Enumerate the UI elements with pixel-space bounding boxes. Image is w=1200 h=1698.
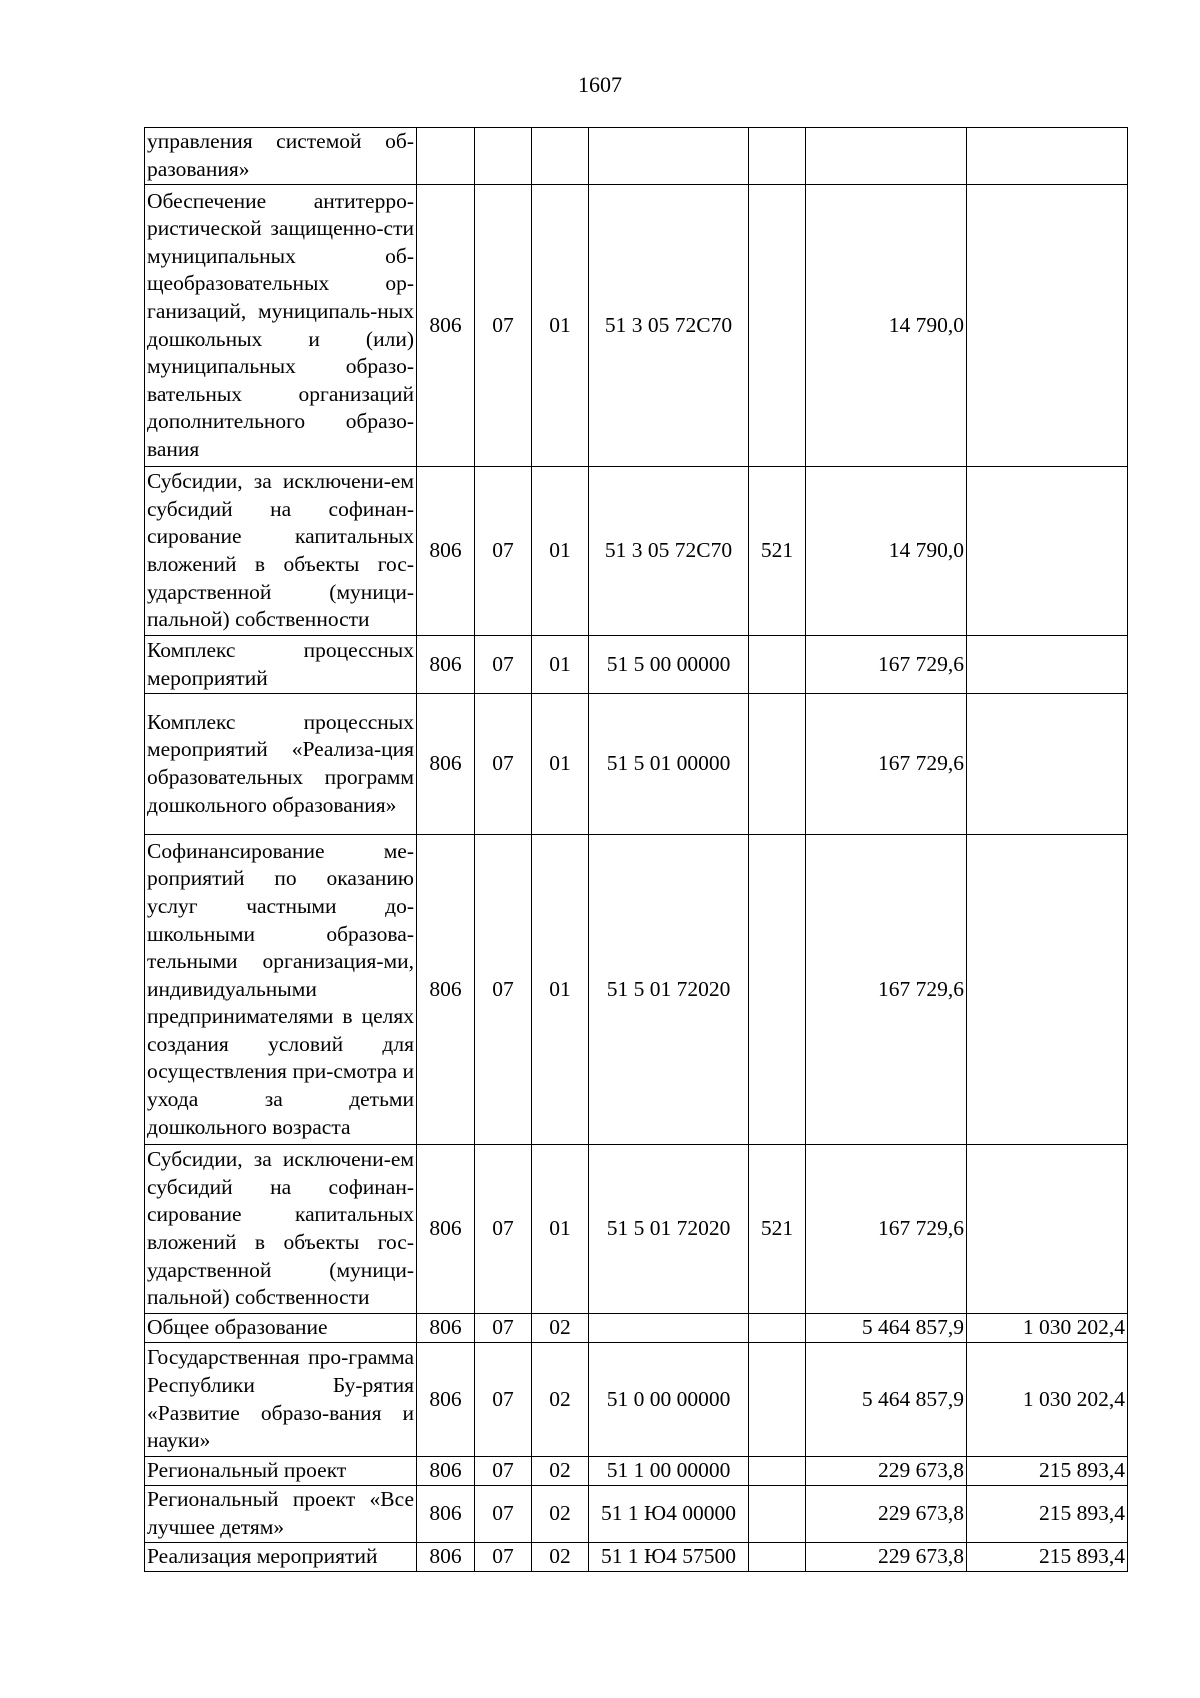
table-row	[145, 185, 1128, 467]
ministry-code	[417, 128, 475, 185]
target-article-code: 51 5 01 00000	[589, 694, 749, 835]
ministry-code: 806	[417, 467, 475, 636]
target-article-code: 51 5 01 72020	[589, 1145, 749, 1314]
amount-value	[806, 128, 967, 185]
amount-federal-value: 1 030 202,4	[967, 1314, 1128, 1343]
amount-value: 14 790,0	[806, 185, 967, 467]
table-row	[145, 467, 1128, 636]
subsection-code	[532, 128, 589, 185]
table-row	[145, 835, 1128, 1145]
amount-federal-value	[967, 128, 1128, 185]
ministry-code: 806	[417, 1145, 475, 1314]
section-code: 07	[475, 1314, 532, 1343]
ministry-code: 806	[417, 1343, 475, 1457]
amount-value: 5 464 857,9	[806, 1343, 967, 1457]
ministry-code: 806	[417, 1457, 475, 1486]
amount-federal-value	[967, 694, 1128, 835]
target-article-code: 51 5 00 00000	[589, 636, 749, 694]
target-article-code	[589, 1314, 749, 1343]
amount-value: 229 673,8	[806, 1457, 967, 1486]
row-name: Обеспечение антитерро-ристической защищенно-сти муниципальных об-щеобразовательных ор-ганизаций, муниципаль-ных дошкольных и (или) муниципальных образо-вательных организаций дополнительного образо-вания	[145, 185, 417, 467]
section-code: 07	[475, 835, 532, 1145]
row-name: Региональный проект	[145, 1457, 417, 1486]
section-code: 07	[475, 467, 532, 636]
section-code: 07	[475, 185, 532, 467]
subsection-code: 02	[532, 1314, 589, 1343]
table-row	[145, 694, 1128, 835]
table-row	[145, 1486, 1128, 1543]
row-name: Комплекс процессных мероприятий	[145, 636, 417, 694]
amount-federal-value: 215 893,4	[967, 1486, 1128, 1543]
expense-type-code	[749, 694, 806, 835]
subsection-code: 02	[532, 1486, 589, 1543]
section-code: 07	[475, 1145, 532, 1314]
budget-table	[144, 127, 1128, 1572]
expense-type-code	[749, 1314, 806, 1343]
row-name: Субсидии, за исключени-ем субсидий на софинан-сирование капитальных вложений в объекты гос-ударственной (муници-пальной) собственности	[145, 1145, 417, 1314]
ministry-code: 806	[417, 636, 475, 694]
amount-value: 229 673,8	[806, 1486, 967, 1543]
amount-value: 229 673,8	[806, 1543, 967, 1572]
ministry-code: 806	[417, 185, 475, 467]
table-row	[145, 1314, 1128, 1343]
section-code: 07	[475, 1343, 532, 1457]
amount-value: 167 729,6	[806, 835, 967, 1145]
subsection-code: 01	[532, 694, 589, 835]
table-row	[145, 636, 1128, 694]
amount-value: 5 464 857,9	[806, 1314, 967, 1343]
subsection-code: 01	[532, 835, 589, 1145]
row-name: Комплекс процессных мероприятий «Реализа-ция образовательных программ дошкольного образования»	[145, 694, 417, 835]
amount-value: 14 790,0	[806, 467, 967, 636]
expense-type-code: 521	[749, 1145, 806, 1314]
row-name: Софинансирование ме-роприятий по оказанию услуг частными до-школьными образова-тельными организация-ми, индивидуальными предпринимателями в целях создания условий для осуществления при-смотра и ухода за детьми дошкольного возраста	[145, 835, 417, 1145]
table-row	[145, 1543, 1128, 1572]
target-article-code: 51 5 01 72020	[589, 835, 749, 1145]
table-row	[145, 1343, 1128, 1457]
expense-type-code	[749, 128, 806, 185]
target-article-code	[589, 128, 749, 185]
ministry-code: 806	[417, 1314, 475, 1343]
target-article-code: 51 0 00 00000	[589, 1343, 749, 1457]
amount-federal-value: 1 030 202,4	[967, 1343, 1128, 1457]
amount-federal-value	[967, 835, 1128, 1145]
table-row	[145, 1145, 1128, 1314]
ministry-code: 806	[417, 1486, 475, 1543]
target-article-code: 51 3 05 72С70	[589, 467, 749, 636]
amount-federal-value	[967, 185, 1128, 467]
section-code: 07	[475, 1486, 532, 1543]
subsection-code: 02	[532, 1457, 589, 1486]
section-code: 07	[475, 636, 532, 694]
section-code: 07	[475, 694, 532, 835]
row-name: Региональный проект «Все лучшее детям»	[145, 1486, 417, 1543]
section-code: 07	[475, 1457, 532, 1486]
expense-type-code: 521	[749, 467, 806, 636]
page-number: 1607	[578, 72, 622, 97]
subsection-code: 01	[532, 185, 589, 467]
amount-federal-value	[967, 1145, 1128, 1314]
expense-type-code	[749, 1457, 806, 1486]
section-code: 07	[475, 1543, 532, 1572]
expense-type-code	[749, 835, 806, 1145]
target-article-code: 51 1 Ю4 00000	[589, 1486, 749, 1543]
ministry-code: 806	[417, 1543, 475, 1572]
amount-value: 167 729,6	[806, 694, 967, 835]
expense-type-code	[749, 1343, 806, 1457]
amount-value: 167 729,6	[806, 1145, 967, 1314]
table-row	[145, 1457, 1128, 1486]
row-name: Общее образование	[145, 1314, 417, 1343]
subsection-code: 02	[532, 1343, 589, 1457]
row-name: Реализация мероприятий	[145, 1543, 417, 1572]
table-row	[145, 128, 1128, 185]
amount-federal-value	[967, 467, 1128, 636]
subsection-code: 02	[532, 1543, 589, 1572]
subsection-code: 01	[532, 636, 589, 694]
expense-type-code	[749, 636, 806, 694]
amount-federal-value	[967, 636, 1128, 694]
row-name: Государственная про-грамма Республики Бу-рятия «Развитие образо-вания и науки»	[145, 1343, 417, 1457]
row-name: Субсидии, за исключени-ем субсидий на софинан-сирование капитальных вложений в объекты гос-ударственной (муници-пальной) собственности	[145, 467, 417, 636]
expense-type-code	[749, 1486, 806, 1543]
ministry-code: 806	[417, 835, 475, 1145]
amount-value: 167 729,6	[806, 636, 967, 694]
target-article-code: 51 3 05 72С70	[589, 185, 749, 467]
row-name: управления системой об-разования»	[145, 128, 417, 185]
ministry-code: 806	[417, 694, 475, 835]
target-article-code: 51 1 00 00000	[589, 1457, 749, 1486]
subsection-code: 01	[532, 1145, 589, 1314]
expense-type-code	[749, 185, 806, 467]
amount-federal-value: 215 893,4	[967, 1543, 1128, 1572]
target-article-code: 51 1 Ю4 57500	[589, 1543, 749, 1572]
section-code	[475, 128, 532, 185]
expense-type-code	[749, 1543, 806, 1572]
amount-federal-value: 215 893,4	[967, 1457, 1128, 1486]
subsection-code: 01	[532, 467, 589, 636]
